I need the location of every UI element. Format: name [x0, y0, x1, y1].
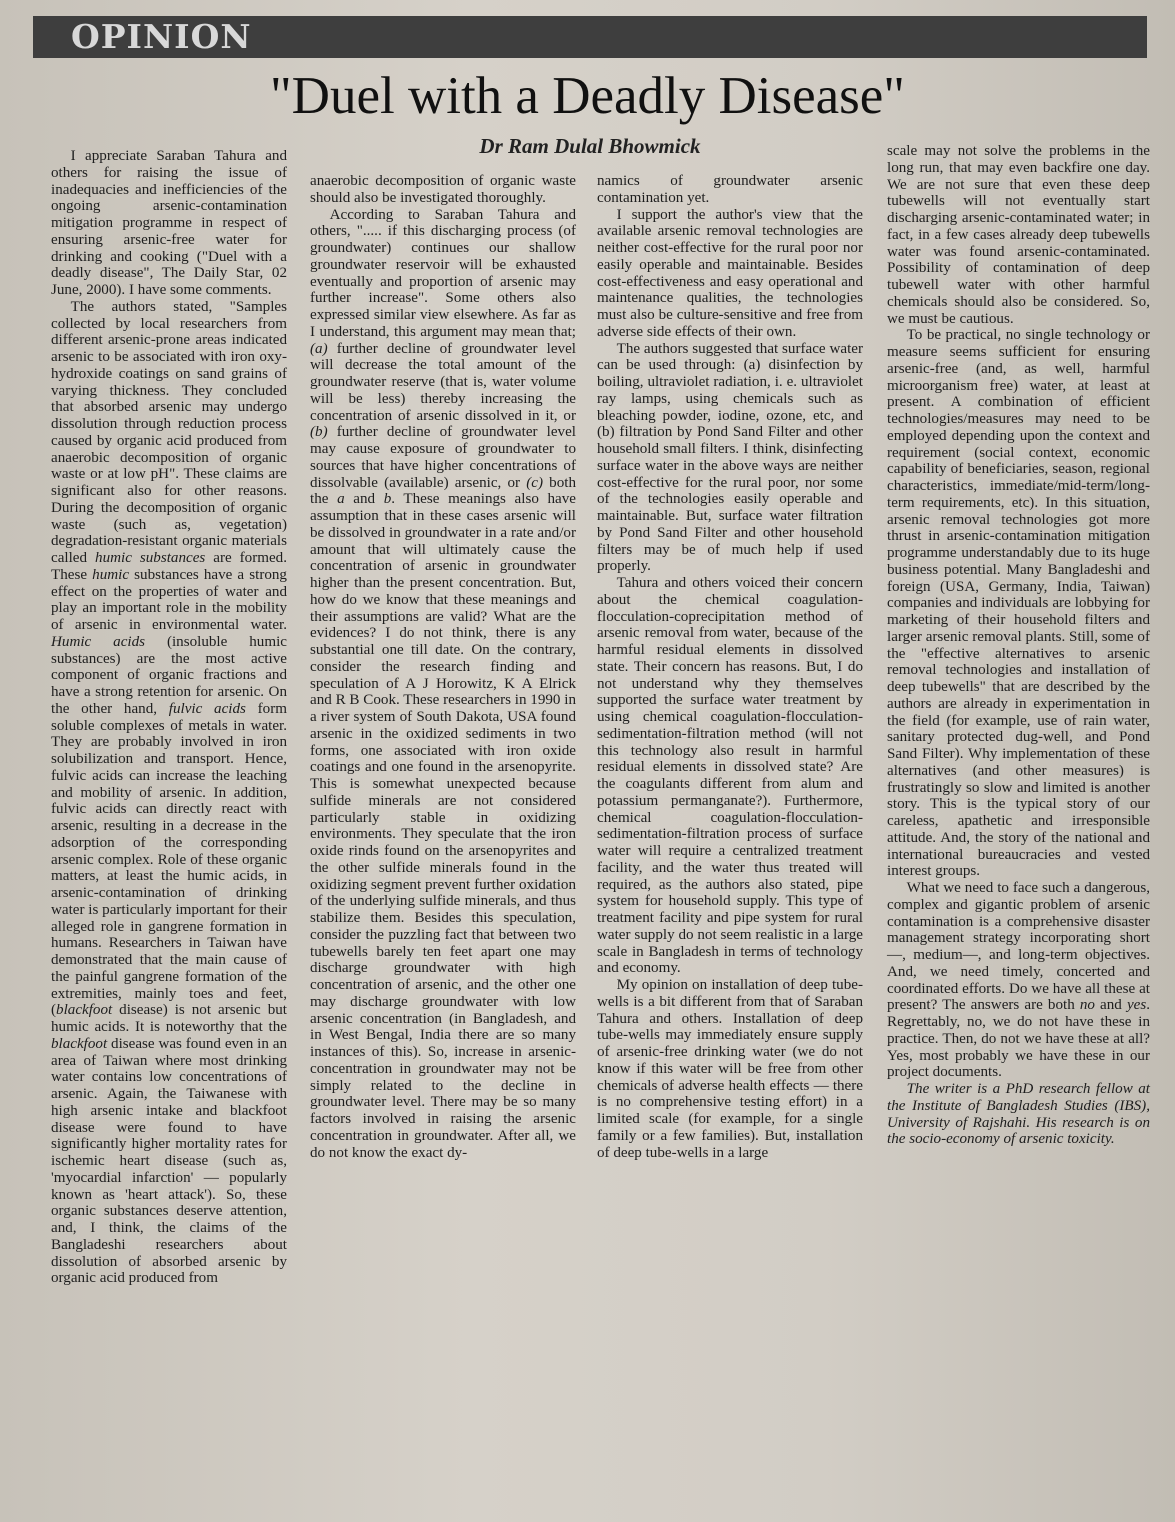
column-3 [597, 173, 863, 1161]
paragraph: According to Saraban Tahura and others, "..... if this discharging process (of groundwater) continues our shallow groundwater reservoir will be exhausted eventually and proportion of arsenic may further increase". Some others also expressed similar view elsewhere. As far as I understand, this argument may mean that; (a) further decline of groundwater level will decrease the total amount of the groundwater reserve (that is, water volume will be less) thereby increasing the concentration of arsenic dissolved in it, or (b) further decline of groundwater level may cause exposure of groundwater to sources that have higher concentrations of dissolvable (available) arsenic, or (c) both the a and b. These meanings also have assumption that in these cases arsenic will be dissolved in groundwater in a rate and/or amount that will ultimately cause the concentration of arsenic in groundwater higher than the present concentration. But, how do we know that these meanings and their assumptions are valid? What are the evidences? I do not think, there is any substantial one till date. On the contrary, consider the research finding and speculation of A J Horowitz, K A Elrick and R B Cook. These researchers in 1990 in a river system of South Dakota, USA found arsenic in the oxidized sediments in two forms, one associated with iron oxide coatings and one found in the arsenopyrite. This is somewhat unexpected because sulfide minerals are not considered particularly stable in oxidizing environments. They speculate that the iron oxide rinds found on the arsenopyrites and the other sulfide minerals found in the oxidizing segment prevent further oxidation of the underlying sulfide minerals, and thus stabilize them. Besides this speculation, consider the puzzling fact that between two tubewells barely ten feet apart one may discharge groundwater with high concentration of arsenic, and the other one may discharge groundwater with low arsenic concentration (in Bangladesh, and in West Bengal, India there are so many instances of this). So, increase in arsenic-concentration in groundwater may not be simply related to the decline in groundwater level. There may be so many factors involved in raising the arsenic concentration in groundwater. After all, we do not know the exact dy- [310, 206, 576, 1161]
paragraph: My opinion on installation of deep tube-wells is a bit different from that of Saraban Tahura and others. Installation of deep tube-wells may immediately ensure supply of arsenic-free drinking water (we do not know if this water will be free from other chemicals of adverse health effects — there is no comprehensive testing effort) in a limited scale (for example, for a single family or a few families). But, installation of deep tube-wells in a large [597, 977, 863, 1161]
paragraph: I appreciate Saraban Tahura and others for raising the issue of inadequacies and inefficiencies of the ongoing arsenic-contamination mitigation programme in respect of ensuring arsenic-free water for drinking and cooking ("Duel with a deadly disease", The Daily Star, 02 June, 2000). I have some comments. [51, 148, 287, 298]
paragraph: namics of groundwater arsenic contamination yet. [597, 173, 863, 206]
headline: "Duel with a Deadly Disease" [270, 67, 905, 125]
paragraph: The authors stated, "Samples collected by local researchers from different arsenic-prone areas indicated arsenic to be associated with iron oxy-hydroxide coatings on sand grains of varying thickness. They concluded that absorbed arsenic may undergo dissolution through reduction process caused by organic acid produced from anaerobic decomposition of organic waste or at low pH". These claims are significant also for other reasons. During the decomposition of organic waste (such as, vegetation) degradation-resistant organic materials called humic substances are formed. These humic substances have a strong effect on the properties of water and play an important role in the mobility of arsenic in environmental water. Humic acids (insoluble humic substances) are the most active component of organic fractions and have a strong retention for arsenic. On the other hand, fulvic acids form soluble complexes of metals in water. They are probably involved in iron solubilization and transport. Hence, fulvic acids can increase the leaching and mobility of arsenic. In addition, fulvic acids can directly react with arsenic, resulting in a decrease in the adsorption of the corresponding arsenic complex. Role of these organic matters, at least the humic acids, in arsenic-contamination of drinking water is particularly important for their alleged role in gangrene formation in humans. Researchers in Taiwan have demonstrated that the main cause of the painful gangrene formation of the extremities, mainly toes and feet, (blackfoot disease) is not arsenic but humic acids. It is noteworthy that the blackfoot disease was found even in an area of Taiwan where most drinking water contains low concentrations of arsenic. Again, the Taiwanese with high arsenic intake and blackfoot disease were found to have significantly higher mortality rates for ischemic heart disease (such as, 'myocardial infarction' — popularly known as 'heart attack'). So, these organic substances deserve attention, and, I think, the claims of the Bangladeshi researchers about dissolution of absorbed arsenic by organic acid produced from [51, 298, 288, 1287]
column-1 [51, 148, 287, 1287]
column-2 [310, 173, 576, 1161]
paragraph: scale may not solve the problems in the long run, that may even backfire one day. We are not sure that even these deep tubewells will not eventually start discharging arsenic-contaminated water; in fact, in a few cases already deep tubewells water was found arsenic-contaminated. Possibility of contamination of deep tubewell water with other harmful chemicals should also be considered. So, we must be cautious. [887, 143, 1150, 327]
paragraph: Tahura and others voiced their concern about the chemical coagulation-flocculation-coprecipitation method of arsenic removal from water, because of the harmful residual elements in dissolved state. Their concern has reasons. But, I do not understand why they themselves supported the surface water treatment by using chemical coagulation-flocculation-sedimentation-filtration method (will not this technology also result in harmful residual elements in dissolved state? Are the coagulants different from alum and potassium permanganate?). Furthermore, chemical coagulation-flocculation-sedimentation-filtration process of surface water will require a centralized treatment facility, and the water thus treated will required, as the authors also stated, pipe system for household supply. This type of treatment facility and pipe system for rural water supply do not seem realistic in a large scale in Bangladesh in terms of technology and economy. [597, 575, 863, 977]
paragraph: I support the author's view that the available arsenic removal technologies are neither cost-effective for the rural poor nor easily operable and maintainable. Besides cost-effectiveness and easy operational and maintenance qualities, the technologies must also be culture-sensitive and free from adverse side effects of their own. [597, 206, 863, 340]
column-4 [887, 143, 1150, 1148]
paragraph: The authors suggested that surface water can be used through: (a) disinfection by boiling, ultraviolet radiation, i. e. ultraviolet ray lamps, using chemicals such as bleaching powder, iodine, ozone, etc, and (b) filtration by Pond Sand Filter and other household small filters. I think, disinfecting surface water in the above ways are neither cost-effective for the rural poor, nor some of the technologies easily operable and maintainable. But, surface water filtration by Pond Sand Filter and other household filters may be of much help if used properly. [597, 340, 863, 575]
section-label: OPINION [71, 17, 252, 56]
paragraph: What we need to face such a dangerous, complex and gigantic problem of arsenic contamination is a comprehensive disaster management strategy incorporating short—, medium—, and long-term objectives. And, we need timely, concerted and coordinated efforts. Do we have all these at present? The answers are both no and yes. Regrettably, no, we do not have these in practice. Then, do not we have these at all? Yes, most probably we have these in our project documents. [887, 880, 1150, 1081]
byline: Dr Ram Dulal Bhowmick [479, 134, 701, 158]
paragraph: To be practical, no single technology or measure seems sufficient for ensuring arsenic-free (and, as well, harmful microorganism free) water, at least at present. A combination of efficient technologies/measures may need to be employed depending upon the context and requirement (social context, economic capability of beneficiaries, season, regional characteristics, immediate/mid-term/long-term requirements, etc). In this situation, arsenic removal technologies got more thrust in arsenic-contamination mitigation programme understandably due to its huge business potential. Many Bangladeshi and foreign (USA, Germany, India, Taiwan) companies and individuals are lobbying for marketing of their household filters and larger arsenic removal plants. Still, some of the "effective alternatives to arsenic removal technologies and installation of deep tubewells" that are described by the authors are already in experimentation in the field (for example, use of rain water, sanitary protected dug-well, and Pond Sand Filter). Why implementation of these alternatives (and other measures) is frustratingly so slow and limited is another story. This is the typical story of our careless, apathetic and irresponsible attitude. And, the story of the national and international bureaucracies and vested interest groups. [887, 327, 1150, 880]
paragraph: anaerobic decomposition of organic waste should also be investigated thoroughly. [310, 173, 576, 206]
section-banner [33, 16, 1147, 58]
author-bio: The writer is a PhD research fellow at the Institute of Bangladesh Studies (IBS), University of Rajshahi. His research is on the socio-economy of arsenic toxicity. [887, 1081, 1150, 1148]
